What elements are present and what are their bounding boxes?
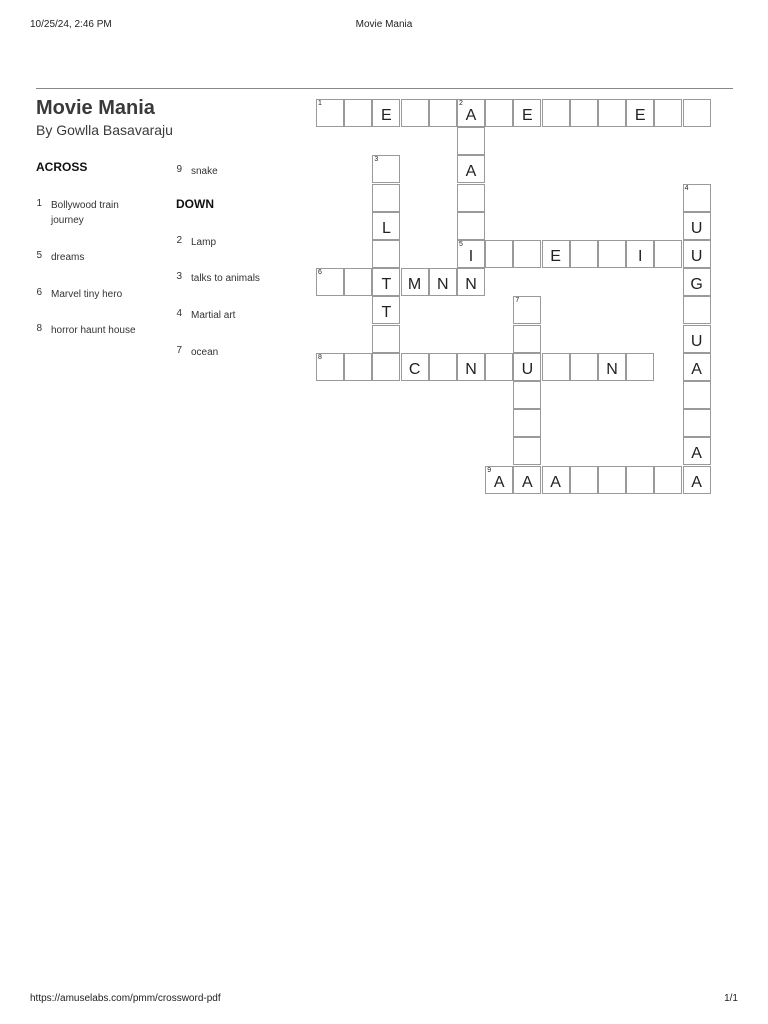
- cell-number: 5: [459, 241, 463, 248]
- grid-cell: [485, 240, 513, 268]
- grid-cell: [372, 184, 400, 212]
- puzzle-author: By Gowlla Basavaraju: [36, 122, 173, 138]
- cell-letter: L: [381, 219, 391, 237]
- print-datetime: 10/25/24, 2:46 PM: [30, 19, 112, 30]
- cell-letter: N: [465, 360, 477, 378]
- grid-cell: [372, 296, 400, 324]
- grid-cell: [654, 99, 682, 127]
- clue-down-7: [170, 345, 290, 361]
- cell-letter: G: [690, 276, 703, 294]
- grid-cell: [626, 240, 654, 268]
- grid-cell: [429, 99, 457, 127]
- grid-cell: [457, 99, 485, 127]
- cell-number: 8: [318, 353, 322, 361]
- grid-cell: [513, 240, 541, 268]
- grid-cell: [401, 268, 429, 296]
- clue-text: Martial art: [191, 310, 236, 321]
- grid-cell: [683, 437, 711, 465]
- cell-letter: A: [465, 163, 477, 181]
- clue-across-8: [30, 323, 160, 339]
- grid-cell: [457, 155, 485, 183]
- grid-cell: [513, 381, 541, 409]
- grid-cell: [626, 466, 654, 494]
- clue-number: 3: [176, 271, 182, 282]
- cell-letter: N: [465, 276, 477, 294]
- clue-number: 4: [176, 308, 182, 319]
- grid-cell: [683, 99, 711, 127]
- grid-cell: [683, 268, 711, 296]
- cell-letter: A: [691, 473, 702, 491]
- grid-cell: [429, 268, 457, 296]
- cell-number: 4: [684, 184, 689, 192]
- clue-down-3: [170, 271, 300, 287]
- grid-cell: [513, 296, 541, 324]
- cell-letter: A: [550, 473, 561, 491]
- grid-cell: [401, 353, 429, 381]
- cell-letter: U: [690, 219, 703, 237]
- cell-letter: C: [408, 360, 421, 378]
- cell-letter: M: [407, 276, 422, 294]
- grid-cell: [683, 212, 711, 240]
- grid-cell: [542, 99, 570, 127]
- grid-cell: [513, 325, 541, 353]
- footer-url: https://amuselabs.com/pmm/crossword-pdf: [30, 993, 221, 1004]
- grid-cell: [485, 353, 513, 381]
- grid-cell: [513, 437, 541, 465]
- grid-cell: [598, 353, 626, 381]
- cell-number: 7: [515, 297, 520, 305]
- grid-cell: [316, 99, 344, 127]
- cell-letter: I: [637, 248, 643, 265]
- grid-cell: [683, 296, 711, 324]
- grid-cell: [457, 184, 485, 212]
- down-heading: DOWN: [176, 197, 214, 211]
- clue-number: 7: [176, 345, 182, 356]
- clue-text: horror haunt house: [51, 325, 136, 336]
- cell-letter: U: [690, 248, 703, 265]
- grid-cell: [598, 466, 626, 494]
- grid-cell: [344, 99, 372, 127]
- cell-letter: I: [468, 248, 474, 265]
- clue-number: 6: [36, 287, 42, 298]
- cell-letter: A: [691, 445, 702, 463]
- cell-letter: E: [550, 248, 561, 265]
- cell-number: 2: [459, 100, 463, 107]
- clue-text: Marvel tiny hero: [51, 289, 123, 300]
- cell-letter: E: [381, 107, 392, 124]
- grid-cell: [457, 127, 485, 155]
- cell-letter: E: [634, 107, 646, 124]
- grid-cell: [683, 325, 711, 353]
- cell-number: 1: [318, 100, 322, 107]
- grid-cell: [513, 466, 541, 494]
- cell-letter: A: [493, 473, 505, 491]
- cell-letter: A: [522, 473, 533, 491]
- grid-cell: [542, 240, 570, 268]
- grid-cell: [429, 353, 457, 381]
- grid-cell: [513, 99, 541, 127]
- cell-letter: U: [690, 332, 703, 350]
- grid-cell: [683, 409, 711, 437]
- grid-cell: [344, 268, 372, 296]
- grid-cell: [570, 353, 598, 381]
- cell-letter: E: [522, 107, 533, 124]
- grid-cell: [683, 381, 711, 409]
- grid-cell: [654, 240, 682, 268]
- grid-cell: [683, 240, 711, 268]
- grid-cell: [542, 466, 570, 494]
- clue-text: Lamp: [191, 237, 217, 248]
- divider: [36, 88, 733, 89]
- clue-text: ocean: [191, 347, 219, 358]
- clue-down-4: [170, 308, 290, 324]
- grid-cell: [316, 268, 344, 296]
- cell-letter: T: [381, 304, 392, 322]
- clue-text: Bollywood train journey: [51, 200, 119, 226]
- cell-number: 9: [487, 466, 492, 474]
- print-title: Movie Mania: [355, 19, 413, 30]
- cell-letter: T: [381, 276, 392, 294]
- grid-cell: [316, 353, 344, 381]
- grid-cell: [683, 184, 711, 212]
- across-heading: ACROSS: [36, 160, 88, 174]
- grid-cell: [372, 99, 400, 127]
- grid-cell: [372, 353, 400, 381]
- grid-cell: [598, 240, 626, 268]
- grid-cell: [401, 99, 429, 127]
- grid-cell: [372, 268, 400, 296]
- grid-cell: [654, 466, 682, 494]
- grid-cell: [457, 212, 485, 240]
- footer-page-number: 1/1: [724, 993, 738, 1004]
- grid-cell: [513, 353, 541, 381]
- grid-cell: [372, 240, 400, 268]
- cell-number: 3: [374, 156, 379, 164]
- clue-across-5: [30, 250, 150, 266]
- grid-cell: [683, 353, 711, 381]
- grid-cell: [485, 99, 513, 127]
- grid-cell: [570, 240, 598, 268]
- cell-letter: U: [521, 360, 534, 378]
- clue-number: 2: [176, 235, 182, 246]
- grid-cell: [570, 99, 598, 127]
- grid-cell: [457, 268, 485, 296]
- clue-text: talks to animals: [191, 273, 260, 284]
- clue-across-9: [170, 164, 290, 180]
- grid-cell: [626, 353, 654, 381]
- grid-cell: [372, 155, 400, 183]
- puzzle-title: Movie Mania: [36, 97, 155, 119]
- cell-number: 6: [318, 269, 322, 277]
- grid-cell: [457, 353, 485, 381]
- clue-down-2: [170, 235, 290, 251]
- grid-cell: [570, 466, 598, 494]
- clue-number: 8: [36, 323, 42, 334]
- clue-across-1: [30, 198, 150, 230]
- grid-cell: [344, 353, 372, 381]
- grid-cell: [683, 466, 711, 494]
- cell-letter: A: [691, 360, 702, 378]
- cell-letter: N: [606, 360, 618, 378]
- grid-cell: [513, 409, 541, 437]
- grid-cell: [598, 99, 626, 127]
- clue-number: 9: [176, 164, 182, 175]
- grid-cell: [485, 466, 513, 494]
- clue-text: snake: [191, 166, 218, 177]
- grid-cell: [542, 353, 570, 381]
- grid-cell: [372, 212, 400, 240]
- grid-cell: [626, 99, 654, 127]
- grid-cell: [457, 240, 485, 268]
- cell-letter: N: [437, 276, 449, 294]
- clue-text: dreams: [51, 252, 85, 263]
- cell-letter: A: [465, 107, 477, 124]
- clue-number: 5: [36, 250, 42, 261]
- clue-across-6: [30, 287, 150, 303]
- clue-number: 1: [36, 198, 42, 209]
- grid-cell: [372, 325, 400, 353]
